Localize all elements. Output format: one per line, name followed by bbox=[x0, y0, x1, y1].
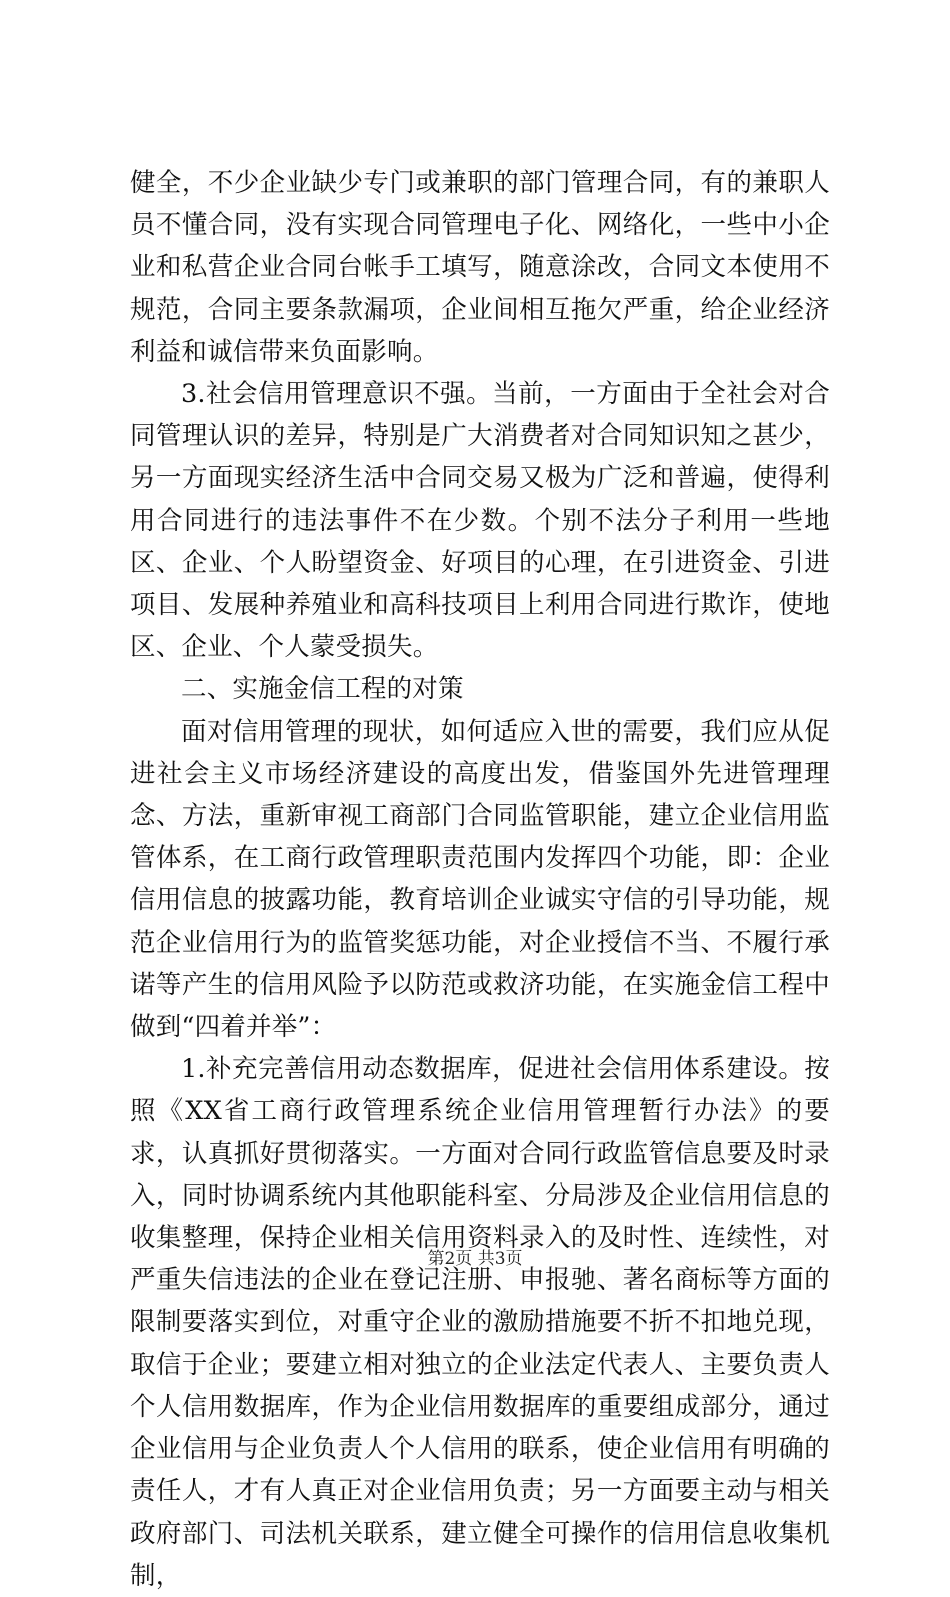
paragraph-continuation: 健全，不少企业缺少专门或兼职的部门管理合同，有的兼职人员不懂合同，没有实现合同管理电子化、网络化，一些中小企业和私营企业合同台帐手工填写，随意涂改，合同文本使用不规范，合同主要条款漏项，企业间相互拖欠严重，给企业经济利益和诚信带来负面影响。 bbox=[130, 168, 830, 367]
section-heading-2: 二、实施金信工程的对策 bbox=[181, 674, 464, 705]
document-body bbox=[130, 162, 830, 1597]
paragraph-countermeasures: 面对信用管理的现状，如何适应入世的需要，我们应从促进社会主义市场经济建设的高度出发，借鉴国外先进管理理念、方法，重新审视工商部门合同监管职能，建立企业信用监管体系，在工商行政管理职责范围内发挥四个功能，即：企业信用信息的披露功能，教育培训企业诚实守信的引导功能，规范企业信用行为的监管奖惩功能，对企业授信不当、不履行承诺等产生的信用风险予以防范或救济功能，在实施金信工程中做到“四着并举”： bbox=[130, 716, 830, 1043]
paragraph-point-1: 1.补充完善信用动态数据库，促进社会信用体系建设。按照《XX省工商行政管理系统企业信用管理暂行办法》的要求，认真抓好贯彻落实。一方面对合同行政监管信息要及时录入，同时协调系统内其他职能科室、分局涉及企业信用信息的收集整理，保持企业相关信用资料录入的及时性、连续性，对严重失信违法的企业在登记注册、申报驰、著名商标等方面的限制要落实到位，对重守企业的激励措施要不折不扣地兑现，取信于企业；要建立相对独立的企业法定代表人、主要负责人个人信用数据库，作为企业信用数据库的重要组成部分，通过企业信用与企业负责人个人信用的联系，使企业信用有明确的责任人，才有人真正对企业信用负责；另一方面要主动与相关政府部门、司法机关联系，建立健全可操作的信用信息收集机制， bbox=[130, 1054, 830, 1591]
page-footer: 第2页 共3页 bbox=[427, 1249, 523, 1269]
paragraph-point-3: 3.社会信用管理意识不强。当前，一方面由于全社会对合同管理认识的差异，特别是广大消费者对合同知识知之甚少，另一方面现实经济生活中合同交易又极为广泛和普遍，使得利用合同进行的违法事件不在少数。个别不法分子利用一些地区、企业、个人盼望资金、好项目的心理，在引进资金、引进项目、发展种养殖业和高科技项目上利用合同进行欺诈，使地区、企业、个人蒙受损失。 bbox=[130, 379, 830, 663]
